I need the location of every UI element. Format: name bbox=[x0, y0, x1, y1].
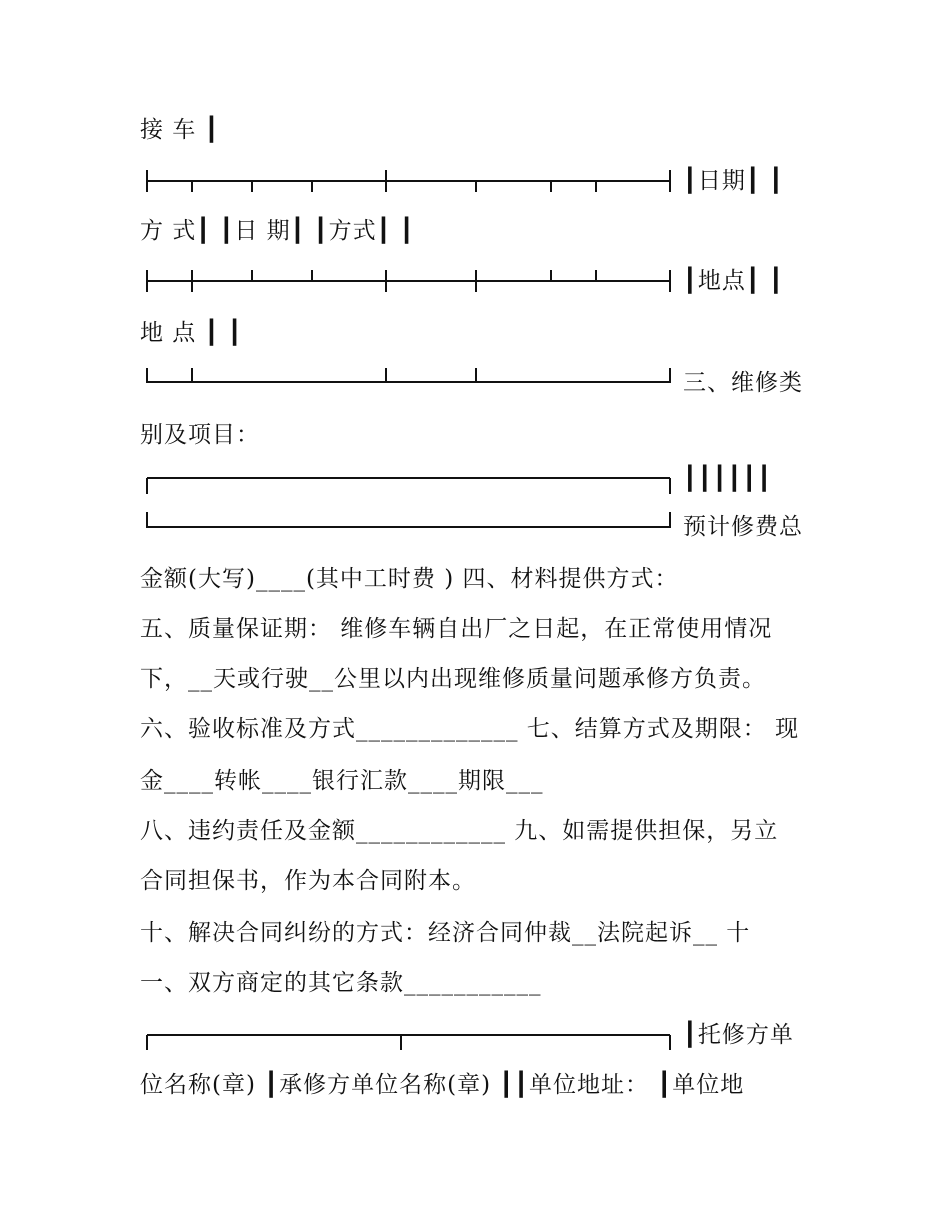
text-line-signatures: 位名称(章) ┃承修方单位名称(章) ┃┃单位地址： ┃单位地 bbox=[140, 1072, 745, 1098]
text-estimated-cost: 预计修费总 bbox=[683, 514, 803, 540]
text-line-warranty-cont: 下，__天或行驶__公里以内出现维修质量问题承修方负责。 bbox=[140, 666, 766, 692]
text-line-acceptance: 六、验收标准及方式_____________ 七、结算方式及期限： 现 bbox=[140, 716, 800, 742]
text-line-category: 别及项目： bbox=[140, 422, 260, 448]
text-line-location: 地 点 ┃ ┃ bbox=[140, 320, 243, 346]
table-border-2 bbox=[146, 270, 671, 292]
text-line-warranty: 五、质量保证期： 维修车辆自出厂之日起，在正常使用情况 bbox=[140, 616, 773, 642]
text-line-amount: 金额(大写)____(其中工时费 ) 四、材料提供方式： bbox=[140, 566, 679, 592]
text-line-dispute: 十、解决合同纠纷的方式：经济合同仲裁__法院起诉__ 十 bbox=[140, 920, 751, 946]
text-line-guarantee: 合同担保书，作为本合同附本。 bbox=[140, 868, 476, 894]
table-border-4 bbox=[146, 474, 671, 496]
table-border-6 bbox=[146, 1030, 671, 1052]
text-section-three: 三、维修类 bbox=[683, 370, 803, 396]
text-line-liability: 八、违约责任及金额____________ 九、如需提供担保，另立 bbox=[140, 818, 779, 844]
text-line-other-terms: 一、双方商定的其它条款___________ bbox=[140, 970, 542, 996]
text-line-pickup: 接 车 ┃ bbox=[140, 117, 220, 143]
text-date-cell: ┃日期┃ ┃ bbox=[683, 168, 784, 194]
text-client-party: ┃托修方单 bbox=[683, 1022, 794, 1048]
table-border-3 bbox=[146, 368, 671, 390]
text-location-cell: ┃地点┃ ┃ bbox=[683, 268, 784, 294]
text-column-bars: ┃┃┃┃┃┃ bbox=[683, 466, 773, 492]
table-border-5 bbox=[146, 510, 671, 532]
text-line-method-date: 方 式┃ ┃日 期┃ ┃方式┃ ┃ bbox=[140, 218, 415, 244]
table-border-1 bbox=[146, 170, 671, 192]
text-line-payment: 金____转帐____银行汇款____期限___ bbox=[140, 768, 544, 794]
